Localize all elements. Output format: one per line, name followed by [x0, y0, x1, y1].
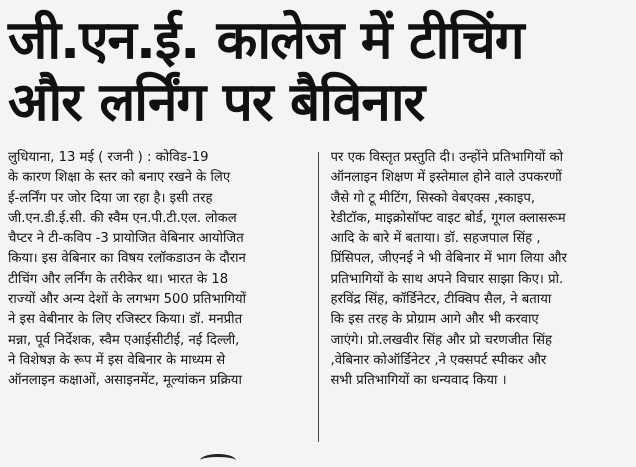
text-line: पर एक विस्तृत प्रस्तुति दी। उन्होंने प्रतिभागियों को: [330, 150, 564, 165]
paragraph-right: [331, 148, 629, 392]
text-line: राज्यों और अन्य देशों के लगभग 500 प्रतिभागियों: [8, 292, 247, 308]
text-line: हरविंद्र सिंह, कॉर्डिनेटर, टीक्विप सैल, ने बताया: [330, 292, 552, 308]
paragraph-left: [8, 148, 306, 392]
text-line: ऑनलाइन कक्षाओं, असाइनमेंट, मूल्यांकन प्रक्रिया: [8, 373, 242, 389]
headline-line-2: और लर्निंग पर बैविनार: [8, 72, 425, 133]
article-column-right: [331, 148, 629, 448]
text-line: प्रतिभागियों के साथ अपने विचार साझा किए। प्रो.: [330, 271, 564, 287]
text-line: ,वेबिनार कोऑर्डिनेटर ,ने एक्सपर्ट स्पीकर और: [330, 352, 547, 368]
article-body: [8, 148, 628, 448]
text-line: किया। इस वेबिनार का विषय रलॉकडाउन के दौरान: [8, 251, 246, 267]
headline-line-1: जी.एन.ई. कालेज में टीचिंग: [8, 10, 524, 71]
article-column-left: [8, 148, 306, 448]
text-line: ने विशेषज्ञ के रूप में इस वेबिनार के माध्यम से: [8, 352, 226, 368]
text-line: लुधियाना, 13 मई ( रजनी ) : कोविड-19: [8, 150, 209, 165]
text-line: जैसे गो टू मीटिंग, सिस्को वेबएक्स ,स्काइप,: [330, 190, 536, 206]
text-line: रेडीटॉक, माइक्रोसॉफ्ट वाइट बोर्ड, गूगल क्लासरूम: [330, 210, 566, 226]
text-line: सभी प्रतिभागियों का धन्यवाद किया ।: [330, 373, 507, 389]
text-line: जी.एन.डी.ई.सी. की स्वैम एन.पी.टी.एल. लोकल: [8, 210, 237, 226]
text-line: ने इस वेबीनार के लिए रजिस्टर किया। डॉ. मनप्रीत: [8, 312, 243, 328]
text-line: जाएंगे। प्रो.लखवीर सिंह और प्रो चरणजीत सिंह: [330, 332, 553, 348]
text-line: ई-लर्निंग पर जोर दिया जा रहा है। इसी तरह: [8, 190, 213, 206]
headline: [8, 10, 628, 134]
text-line: चैप्टर ने टी-कविप -3 प्रायोजित वेबिनार आयोजित: [8, 231, 244, 247]
text-line: प्रिंसिपल, जीएनई ने भी वेबिनार में भाग लिया और: [330, 251, 567, 267]
text-line: ऑनलाइन शिक्षण में इस्तेमाल होने वाले उपकरणों: [330, 170, 562, 186]
text-line: मन्ना, पूर्व निर्देशक, स्वैम एआईसीटीई, नई दिल्ली,: [8, 332, 240, 348]
text-line: कि इस तरह के प्रोग्राम आगे और भी करवाए: [330, 312, 539, 328]
text-line: के कारण शिक्षा के स्तर को बनाए रखने के लिए: [8, 170, 231, 186]
cropped-next-article-fragment: [200, 454, 236, 467]
text-line: टीचिंग और लर्निंग के तरीकेर था। भारत के 18: [8, 271, 229, 287]
column-divider: [318, 152, 319, 442]
text-line: आदि के बारे में बताया। डॉ. सहजपाल सिंह ,: [330, 231, 541, 247]
